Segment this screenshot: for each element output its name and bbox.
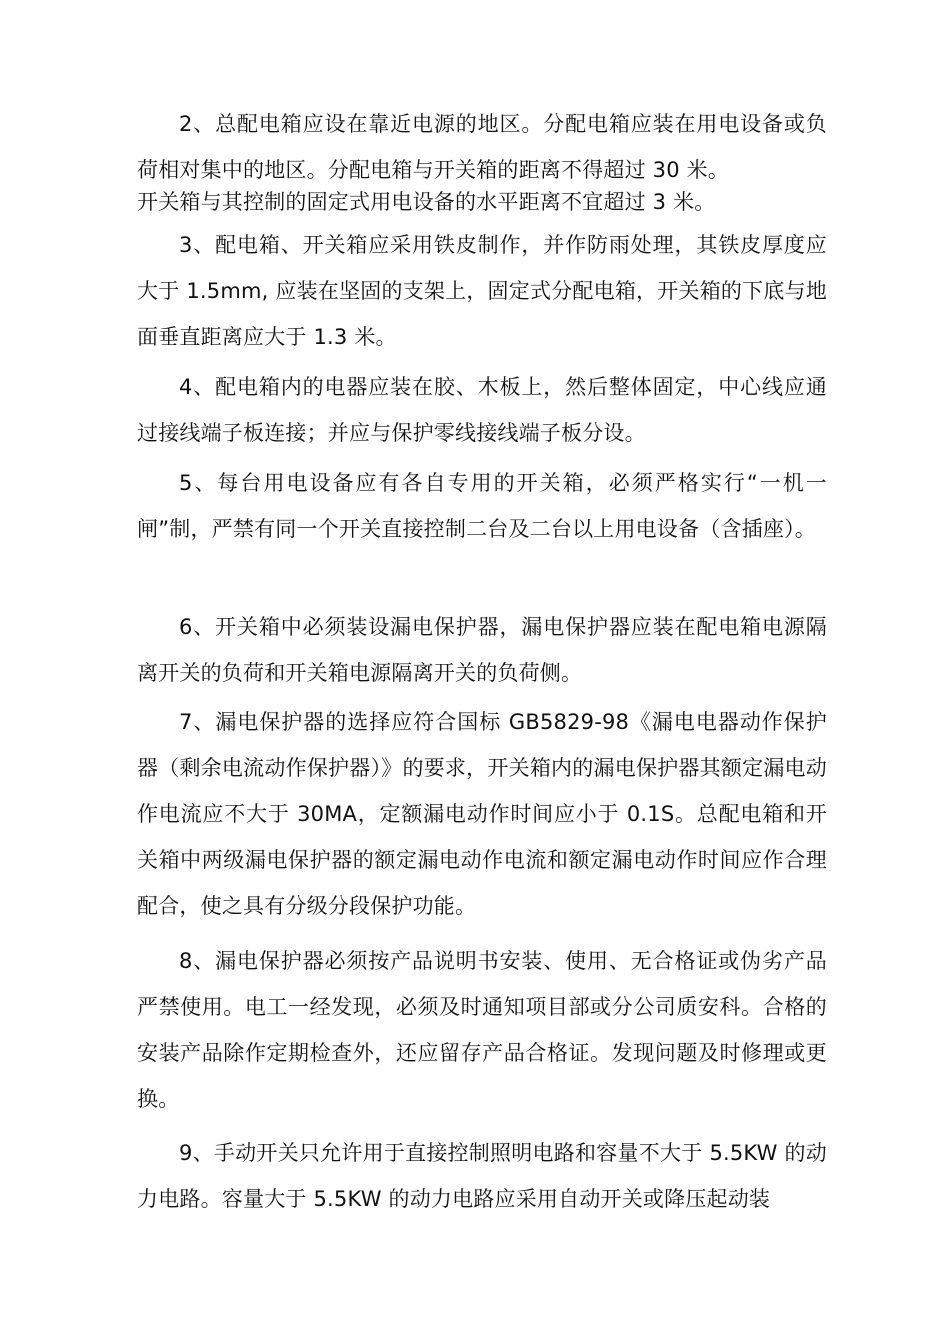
- paragraph-6: 6、开关箱中必须装设漏电保护器，漏电保护器应装在配电箱电源隔离开关的负荷和开关箱电源隔离开关的负荷侧。: [137, 615, 827, 685]
- paragraph-4: 4、配电箱内的电器应装在胶、木板上，然后整体固定，中心线应通过接线端子板连接；并应与保护零线接线端子板分设。: [137, 375, 827, 445]
- paragraph-9: 9、手动开关只允许用于直接控制照明电路和容量不大于 5.5KW 的动力电路。容量大于 5.5KW 的动力电路应采用自动开关或降压起动装: [137, 1141, 827, 1211]
- paragraph-2a: 2、总配电箱应设在靠近电源的地区。分配电箱应装在用电设备或负荷相对集中的地区。分配电箱与开关箱的距离不得超过 30 米。: [137, 112, 827, 182]
- paragraph-8: 8、漏电保护器必须按产品说明书安装、使用、无合格证或伪劣产品严禁使用。电工一经发现，必须及时通知项目部或分公司质安科。合格的安装产品除作定期检查外，还应留存产品合格证。发现问题及时修理或更换。: [137, 949, 827, 1111]
- paragraph-3: 3、配电箱、开关箱应采用铁皮制作，并作防雨处理，其铁皮厚度应大于 1.5mm, 应装在坚固的支架上，固定式分配电箱，开关箱的下底与地面垂直距离应大于 1.3 米。: [137, 233, 827, 349]
- paragraph-7: 7、漏电保护器的选择应符合国标 GB5829-98《漏电电器动作保护器（剩余电流动作保护器）》的要求，开关箱内的漏电保护器其额定漏电动作电流应不大于 30MA，定额漏电动作时间应小于 0.1S。总配电箱和开关箱中两级漏电保护器的额定漏电动作电流和额定漏电动作时间应作合理配合，使之具有分级分段保护功能。: [137, 710, 827, 918]
- paragraph-2b: 开关箱与其控制的固定式用电设备的水平距离不宜超过 3 米。: [137, 190, 716, 214]
- paragraph-5: 5、每台用电设备应有各自专用的开关箱，必须严格实行“一机一闸”制，严禁有同一个开关直接控制二台及二台以上用电设备（含插座）。: [137, 471, 827, 541]
